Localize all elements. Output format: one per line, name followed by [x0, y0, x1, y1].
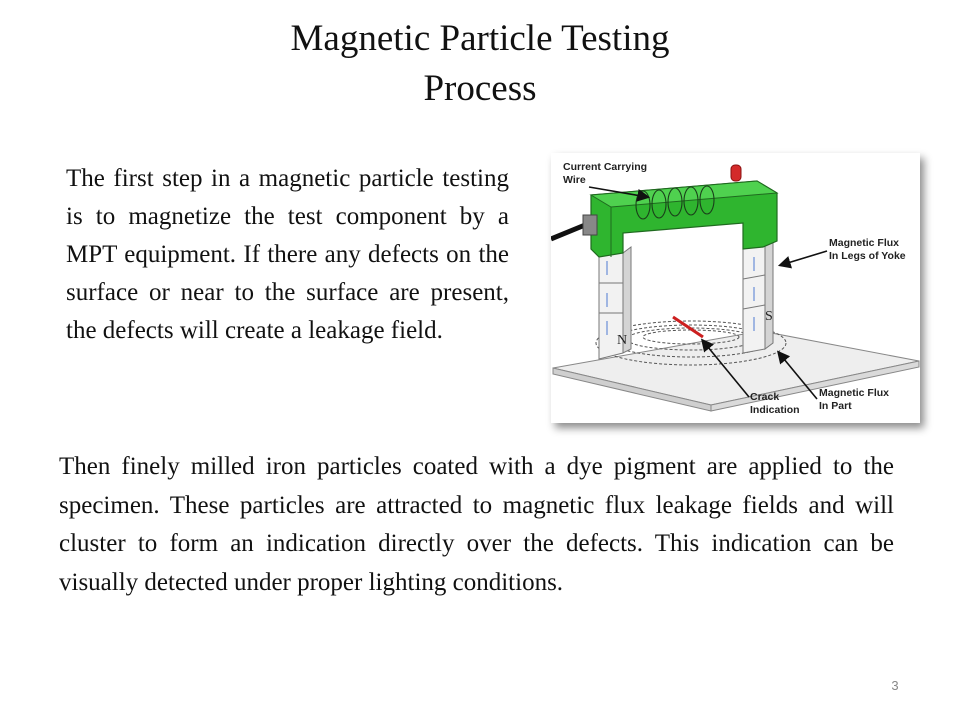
label-part-2: In Part [819, 400, 852, 412]
trigger-button [731, 165, 741, 181]
particles-paragraph: Then finely milled iron particles coated with a dye pigment are applied to the specimen. These particles are attracted to magnetic flux leakage fields and will cluster to form an indication directly over the defects. This indication can be visually detected under proper lighting conditions. [59, 453, 894, 596]
label-wire-1: Current Carrying [563, 161, 648, 173]
label-part-1: Magnetic Flux [819, 387, 890, 399]
intro-paragraph: The first step in a magnetic particle testing is to magnetize the test component by a MPT equipment. If there any defects on the surface or near to the surface are present, the defects will create a leakage field. [66, 165, 509, 344]
label-wire-2: Wire [563, 174, 586, 186]
slide-title [180, 14, 780, 114]
title-line-2: Process [423, 68, 537, 109]
page-number: 3 [891, 678, 899, 693]
pole-s-label: S [765, 309, 773, 324]
pole-n-label: N [617, 333, 628, 348]
yoke-diagram [551, 153, 920, 423]
power-cable [551, 215, 597, 239]
label-legs-1: Magnetic Flux [829, 237, 900, 249]
label-legs-2: In Legs of Yoke [829, 250, 906, 262]
label-crack-1: Crack [750, 391, 780, 403]
yoke-right-leg [743, 239, 773, 353]
title-line-1: Magnetic Particle Testing [290, 18, 670, 59]
crack-indication-mark [673, 317, 703, 337]
yoke-diagram-svg [551, 153, 920, 423]
label-crack-2: Indication [750, 404, 800, 416]
